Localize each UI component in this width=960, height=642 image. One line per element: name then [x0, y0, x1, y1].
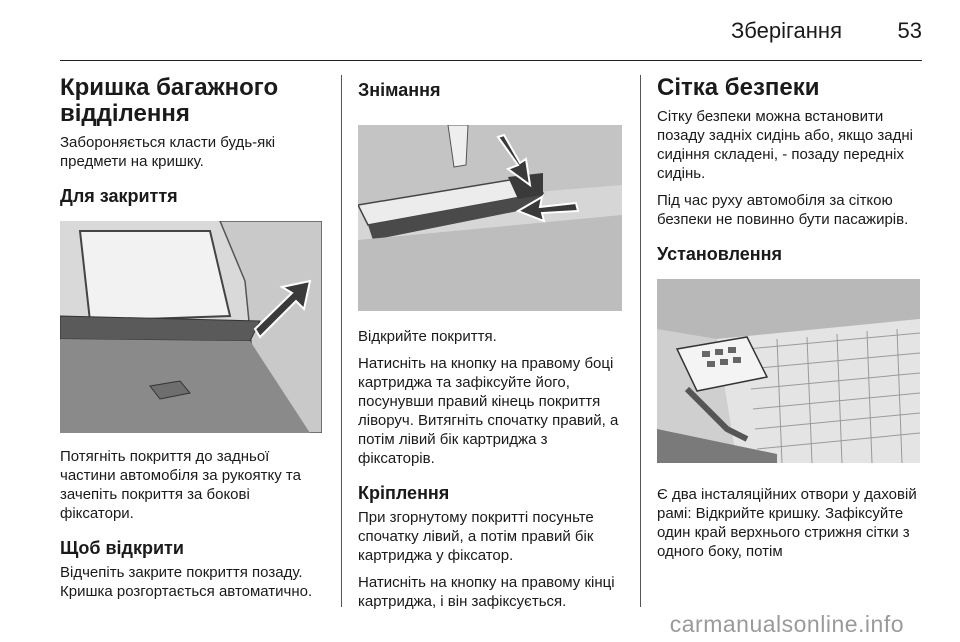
fix-text-2: Натисніть на кнопку на правому кінці картриджа, і він зафіксується. — [358, 574, 615, 610]
close-heading: Для закриття — [60, 186, 178, 206]
remove-heading: Знімання — [358, 80, 441, 100]
safety-net-intro: Сітку безпеки можна встановити позаду задніх сидінь або, якщо задні сидіння складені, - позаду передніх сидінь. — [657, 108, 913, 182]
cargo-cover-title: Кришка багажного відділення — [60, 74, 279, 127]
fix-text: При згорнутому покритті посуньте спочатку лівий, а потім правий бік картриджа у фіксатор. — [358, 509, 594, 564]
close-text: Потягніть покриття до задньої частини автомобіля за рукоятку та зачепіть покриття за бокові фіксатори. — [60, 448, 301, 522]
figure-net-install — [657, 279, 920, 463]
install-text: Є два інсталяційних отвори у даховій рамі: Відкрийте кришку. Зафіксуйте один край верхнього стрижня сітки з одного боку, потім — [657, 486, 917, 560]
fix-heading: Кріплення — [358, 483, 450, 503]
safety-net-warning: Під час руху автомобіля за сіткою безпеки не повинно бути пасажирів. — [657, 192, 909, 228]
column-divider-1 — [341, 75, 342, 607]
figure-remove-cartridge — [358, 125, 622, 311]
cargo-cover-intro: Забороняється класти будь-які предмети на кришку. — [60, 134, 276, 170]
column-remove — [358, 75, 623, 619]
open-heading: Щоб відкрити — [60, 538, 184, 558]
page-header — [0, 0, 960, 62]
open-text: Відчепіть закрите покриття позаду. Кришка розгортається автоматично. — [60, 564, 313, 600]
install-heading: Установлення — [657, 244, 783, 264]
figure-close-cover — [60, 221, 322, 433]
remove-step-2: Натисніть на кнопку на правому боці картриджа та зафіксуйте його, посунувши правий кінець покриття ліворуч. Витягніть спочатку правий, а потім лівий бік картриджа з фіксаторів. — [358, 355, 619, 467]
page-number: 53 — [897, 18, 922, 43]
header-rule — [60, 60, 922, 61]
column-divider-2 — [640, 75, 641, 607]
remove-step-1: Відкрийте покриття. — [358, 328, 497, 345]
watermark: carmanualsonline.info — [669, 611, 904, 637]
column-safety-net — [657, 75, 922, 569]
safety-net-title: Сітка безпеки — [657, 74, 820, 101]
column-cargo-cover — [60, 75, 325, 609]
section-title: Зберігання — [731, 18, 842, 43]
